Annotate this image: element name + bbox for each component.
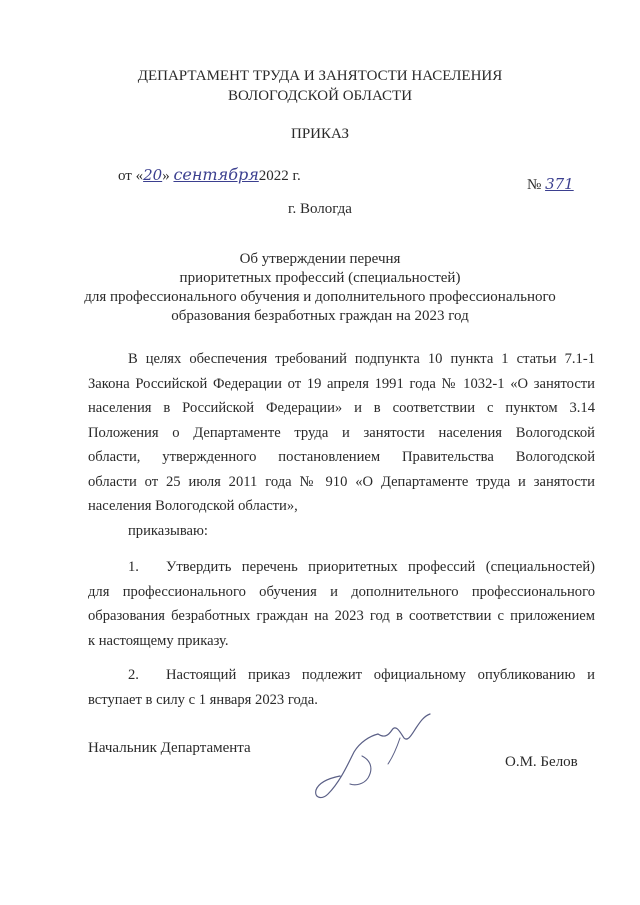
preamble-paragraph [88,347,595,543]
item-1 [88,555,595,653]
item-number: 2. [128,667,139,683]
item-line: 2. Настоящий приказ подлежит официальному опубликованию и [88,663,595,688]
date-day: 20 [143,166,163,184]
title-line1: Об утверждении перечня [239,251,401,267]
order-number [527,174,574,195]
order-word: приказываю: [128,522,208,539]
handwritten-signature [300,712,450,802]
item-line: вступает в силу с 1 января 2023 года. [88,691,318,708]
item-2 [88,663,595,712]
preamble-line: области, утвержденного постановлением Правительства Вологодской [88,449,595,465]
signer-position: Начальник Департамента [88,740,251,756]
date-quote-close: » [162,168,170,184]
item-line: 1. Утвердить перечень приоритетных профессий (специальностей) [88,555,595,580]
date-prefix: от « [118,168,144,184]
date-year: 2022 г. [258,168,301,184]
item-line: к настоящему приказу. [88,632,229,649]
title-line3: для профессионального обучения и дополнительного профессионального [84,289,556,305]
preamble-line: Положения о Департаменте труда и занятости населения Вологодской [88,424,595,441]
date-month: сентября [173,165,259,184]
preamble-line: населения в Российской Федерации» и в соответствии с пунктом 3.14 [88,400,595,416]
document-type: ПРИКАЗ [291,126,349,142]
title-line2: приоритетных профессий (специальностей) [179,270,461,286]
city: г. Вологда [288,201,352,217]
department-name-line2: ВОЛОГОДСКОЙ ОБЛАСТИ [227,88,413,104]
preamble-line: области от 25 июля 2011 года № 910 «О Департаменте труда и занятости [88,473,595,490]
item-line: образования безработных граждан на 2023 год в соответствии с приложением [88,608,595,624]
title-line4: образования безработных граждан на 2023 год [171,308,469,324]
number-prefix: № [527,177,542,193]
date-line [118,165,301,186]
department-name-line1: ДЕПАРТАМЕНТ ТРУДА И ЗАНЯТОСТИ НАСЕЛЕНИЯ [137,68,503,84]
number-value: 371 [545,175,574,193]
item-number: 1. [128,559,139,575]
item-line: для профессионального обучения и дополнительного профессионального [88,583,595,600]
preamble-line: населения Вологодской области», [88,498,298,514]
preamble-line: Закона Российской Федерации от 19 апреля 1991 года № 1032-1 «О занятости [88,375,595,392]
preamble-line: В целях обеспечения требований подпункта 10 пункта 1 статьи 7.1-1 [128,351,595,367]
signer-name: О.М. Белов [505,754,578,770]
